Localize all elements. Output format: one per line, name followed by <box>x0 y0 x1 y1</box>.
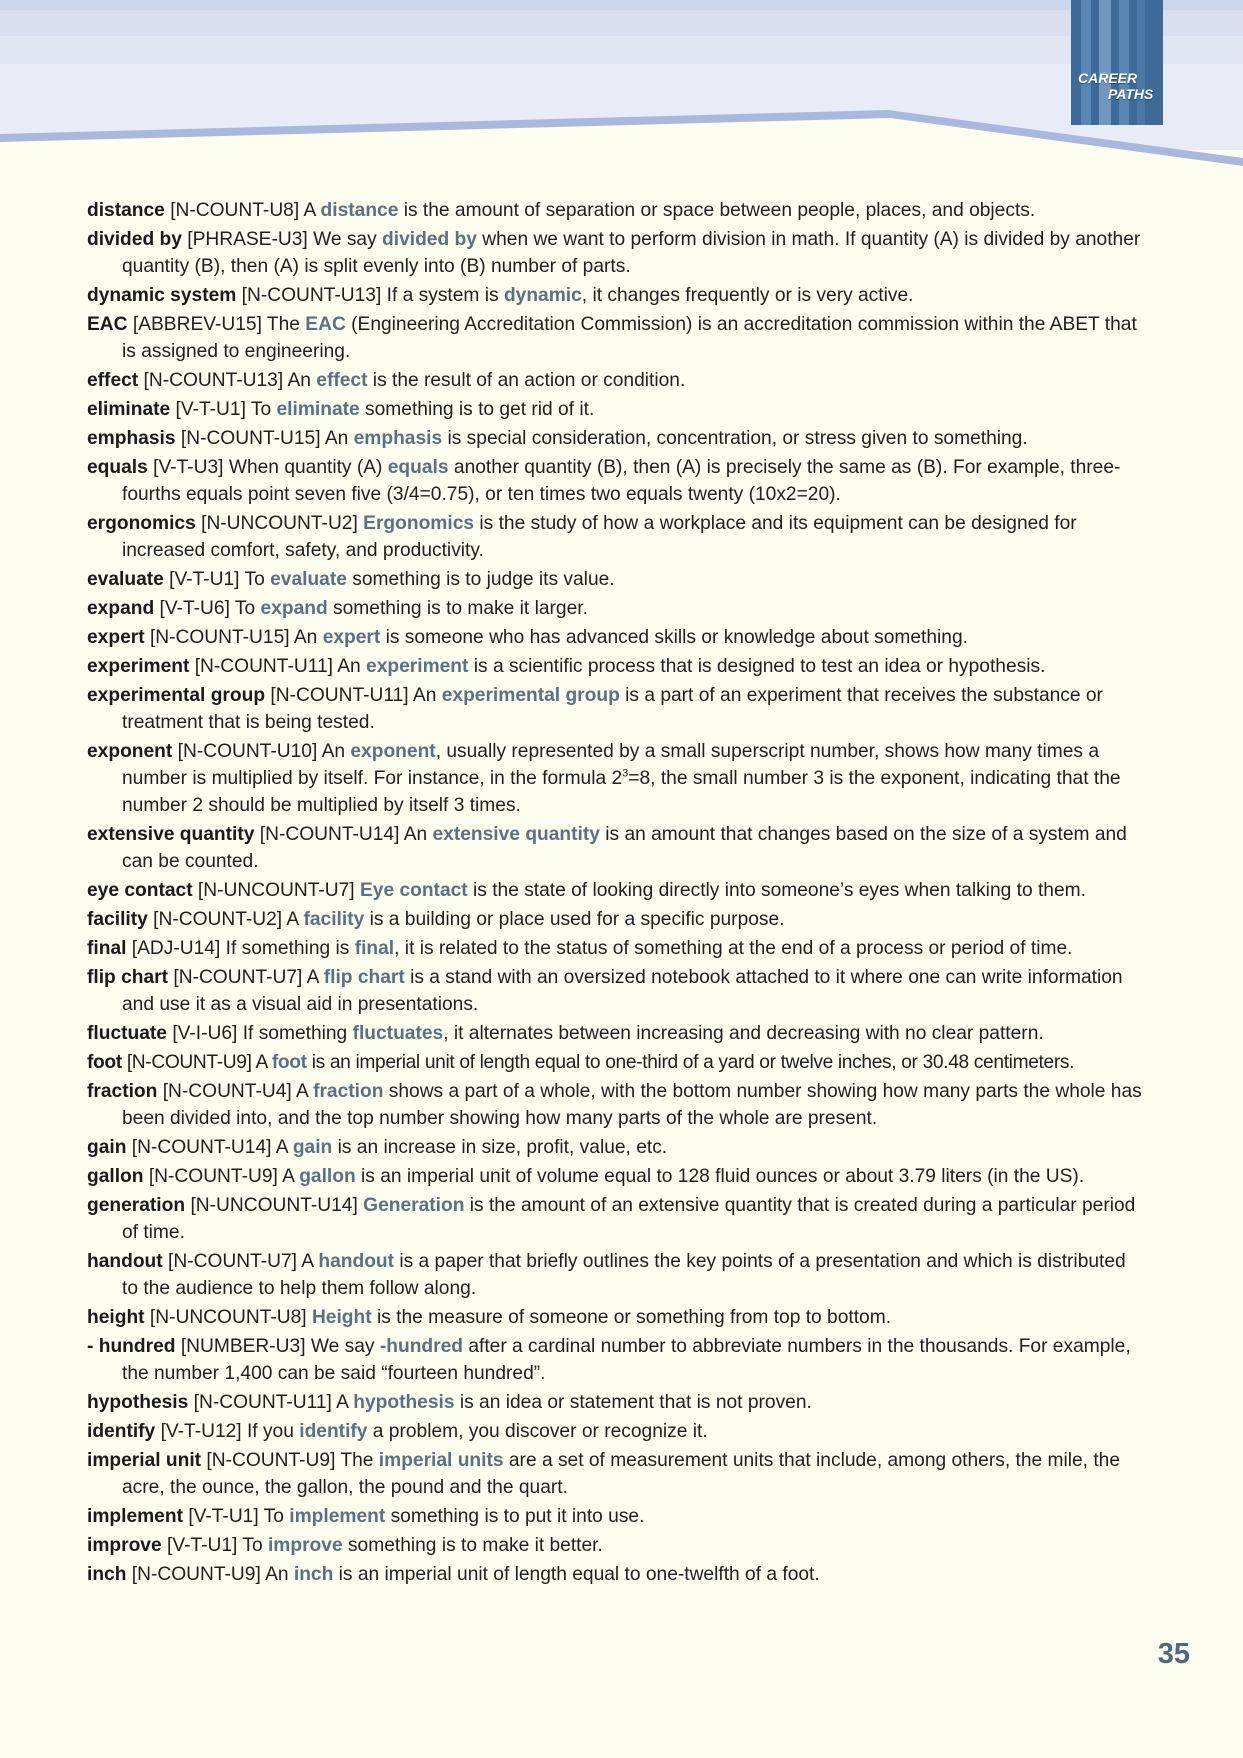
entry-superscript: 3 <box>622 767 629 780</box>
entry-definition-text: , it alternates between increasing and decreasing with no clear pattern. <box>443 1023 1044 1044</box>
entry-keyword: fraction <box>313 1081 384 1102</box>
career-paths-logo <box>1071 0 1163 125</box>
entry-keyword: Ergonomics <box>363 513 475 534</box>
entry-keyword: distance <box>320 200 399 221</box>
entry-term: hypothesis <box>87 1392 189 1413</box>
glossary-entry <box>87 1020 1147 1047</box>
entry-keyword: handout <box>318 1251 395 1272</box>
entry-definition-text: To <box>242 1535 268 1556</box>
entry-definition-text: If something <box>242 1023 353 1044</box>
logo-line-2: PATHS <box>1108 86 1154 102</box>
glossary-entry <box>87 1192 1147 1246</box>
entry-definition-text: , usually represented by a small superscript number, shows how many times a number is multiplied by itself. For instance, in the formula 2 <box>122 741 1100 789</box>
entry-definition-text: when we want to perform division in math. If quantity (A) is divided by another quantity (B), then (A) is split evenly into (B) number of parts. <box>122 229 1141 277</box>
entry-term: eye contact <box>87 880 193 901</box>
glossary-entry <box>87 1078 1147 1132</box>
entry-term: flip chart <box>87 967 169 988</box>
entry-part-of-speech: [N-COUNT-U11] <box>270 685 409 706</box>
entry-definition-text: is a scientific process that is designed to test an idea or hypothesis. <box>468 656 1046 677</box>
entry-keyword: imperial units <box>378 1450 504 1471</box>
entry-definition-text: is the study of how a workplace and its equipment can be designed for increased comfort, safety, and productivity. <box>122 513 1077 561</box>
header-decoration <box>0 0 1243 170</box>
entry-term: fraction <box>87 1081 158 1102</box>
entry-part-of-speech: [N-COUNT-U11] <box>193 1392 332 1413</box>
entry-definition-text: A <box>306 967 324 988</box>
entry-part-of-speech: [V-T-U12] <box>160 1421 242 1442</box>
glossary-entry <box>87 682 1147 736</box>
entry-definition-text: is a paper that briefly outlines the key points of a presentation and which is distributed to the audience to help them follow along. <box>122 1251 1126 1299</box>
glossary-entry <box>87 624 1147 651</box>
entry-definition-text: is an imperial unit of volume equal to 128 fluid ounces or about 3.79 liters (in the US). <box>355 1166 1085 1187</box>
entry-definition-text: If you <box>246 1421 300 1442</box>
entry-definition-text: (Engineering Accreditation Commission) is an accreditation commission within the ABET that is assigned to engineering. <box>122 314 1137 362</box>
glossary-entry <box>87 1561 1147 1588</box>
glossary-entry <box>87 1134 1147 1161</box>
entry-part-of-speech: [N-UNCOUNT-U7] <box>197 880 355 901</box>
entry-term: foot <box>87 1052 122 1073</box>
entry-part-of-speech: [N-UNCOUNT-U8] <box>149 1307 307 1328</box>
entry-keyword: equals <box>387 457 449 478</box>
entry-term: evaluate <box>87 569 164 590</box>
entry-part-of-speech: [N-COUNT-U14] <box>131 1137 272 1158</box>
glossary-entry <box>87 653 1147 680</box>
glossary-entry <box>87 1389 1147 1416</box>
entry-part-of-speech: [N-COUNT-U9] <box>126 1052 252 1073</box>
entry-definition-text: something is to make it better. <box>342 1535 603 1556</box>
entry-part-of-speech: [N-COUNT-U8] <box>170 200 300 221</box>
entry-definition-text: A <box>303 200 321 221</box>
glossary-entry <box>87 454 1147 508</box>
entry-term: distance <box>87 200 165 221</box>
entry-keyword: gain <box>292 1137 333 1158</box>
entry-keyword: Generation <box>363 1195 465 1216</box>
entry-keyword: -hundred <box>379 1336 463 1357</box>
glossary-entry <box>87 425 1147 452</box>
entry-part-of-speech: [N-COUNT-U11] <box>194 656 333 677</box>
entry-term: gain <box>87 1137 127 1158</box>
entry-definition-text: is special consideration, concentration, or stress given to something. <box>442 428 1028 449</box>
entry-part-of-speech: [PHRASE-U3] <box>187 229 308 250</box>
entry-term: experiment <box>87 656 190 677</box>
entry-keyword: inch <box>293 1564 334 1585</box>
entry-part-of-speech: [N-COUNT-U15] <box>149 627 290 648</box>
entry-term: divided by <box>87 229 182 250</box>
entry-definition-text: is the measure of someone or something from top to bottom. <box>371 1307 892 1328</box>
entry-part-of-speech: [V-T-U3] <box>153 457 224 478</box>
entry-part-of-speech: [N-COUNT-U14] <box>259 824 400 845</box>
glossary-entry <box>87 821 1147 875</box>
glossary-entry <box>87 197 1147 224</box>
entry-definition-text: We say <box>313 229 383 250</box>
entry-definition-text: is a building or place used for a specific purpose. <box>364 909 785 930</box>
glossary-entry <box>87 566 1147 593</box>
entry-keyword: foot <box>271 1052 307 1073</box>
entry-term: - hundred <box>87 1336 176 1357</box>
glossary-entry <box>87 226 1147 280</box>
glossary-entry <box>87 1049 1147 1076</box>
header-band <box>0 0 1243 170</box>
entry-part-of-speech: [N-COUNT-U13] <box>241 285 382 306</box>
entry-definition-text: something is to make it larger. <box>327 598 588 619</box>
entry-term: eliminate <box>87 399 171 420</box>
glossary-entry <box>87 1532 1147 1559</box>
entry-term: exponent <box>87 741 173 762</box>
entry-term: experimental group <box>87 685 266 706</box>
entry-definition-text: If a system is <box>386 285 504 306</box>
entry-term: final <box>87 938 127 959</box>
entry-definition-text: A <box>336 1392 354 1413</box>
entry-term: imperial unit <box>87 1450 202 1471</box>
entry-keyword: exponent <box>350 741 436 762</box>
entry-keyword: experimental group <box>441 685 620 706</box>
entry-definition-text: An <box>287 370 317 391</box>
glossary-entry <box>87 396 1147 423</box>
entry-definition-text: is an idea or statement that is not proven. <box>454 1392 812 1413</box>
entry-part-of-speech: [N-UNCOUNT-U14] <box>190 1195 358 1216</box>
entry-definition-text: To <box>250 399 277 420</box>
entry-definition-text: another quantity (B), then (A) is precisely the same as (B). For example, three-fourths equals point seven five (3/4=0.75), or ten times two equals twenty (10x2=20). <box>122 457 1121 505</box>
entry-definition-text: is the result of an action or condition. <box>367 370 686 391</box>
glossary-entry <box>87 1248 1147 1302</box>
entry-definition-text: To <box>263 1506 290 1527</box>
entry-keyword: improve <box>267 1535 343 1556</box>
entry-part-of-speech: [V-T-U1] <box>175 399 246 420</box>
entry-definition-text: is an imperial unit of length equal to one-twelfth of a foot. <box>333 1564 820 1585</box>
entry-keyword: Height <box>311 1307 372 1328</box>
entry-term: identify <box>87 1421 156 1442</box>
entry-part-of-speech: [NUMBER-U3] <box>180 1336 306 1357</box>
entry-definition-text: An <box>293 627 323 648</box>
entry-term: extensive quantity <box>87 824 255 845</box>
entry-definition-text: is the amount of separation or space between people, places, and objects. <box>398 200 1036 221</box>
glossary-entry <box>87 311 1147 365</box>
entry-part-of-speech: [ADJ-U14] <box>131 938 221 959</box>
entry-term: EAC <box>87 314 128 335</box>
entry-definition-text: A <box>275 1137 293 1158</box>
entry-term: fluctuate <box>87 1023 167 1044</box>
entry-term: dynamic system <box>87 285 237 306</box>
entry-part-of-speech: [V-I-U6] <box>172 1023 238 1044</box>
entry-keyword: expand <box>260 598 328 619</box>
entry-definition-text: An <box>337 656 367 677</box>
entry-definition-text: A <box>282 1166 300 1187</box>
glossary-entry <box>87 935 1147 962</box>
entry-definition-text: is the state of looking directly into someone’s eyes when talking to them. <box>467 880 1086 901</box>
entry-keyword: identify <box>299 1421 368 1442</box>
entry-keyword: Eye contact <box>359 880 468 901</box>
entry-keyword: emphasis <box>353 428 443 449</box>
glossary-entry <box>87 367 1147 394</box>
entry-term: expert <box>87 627 145 648</box>
logo-text <box>1078 70 1168 102</box>
entry-keyword: evaluate <box>270 569 347 590</box>
glossary-entry <box>87 1418 1147 1445</box>
entry-keyword: gallon <box>299 1166 356 1187</box>
entry-keyword: expert <box>322 627 381 648</box>
entry-part-of-speech: [ABBREV-U15] <box>132 314 262 335</box>
entry-keyword: dynamic <box>503 285 582 306</box>
entry-definition-text: after a cardinal number to abbreviate numbers in the thousands. For example, the number 1,400 can be said “fourteen hundred”. <box>122 1336 1131 1384</box>
entry-part-of-speech: [N-COUNT-U9] <box>131 1564 261 1585</box>
entry-part-of-speech: [N-COUNT-U2] <box>153 909 283 930</box>
entry-term: improve <box>87 1535 162 1556</box>
glossary-entry <box>87 1163 1147 1190</box>
entry-definition-text: is a stand with an oversized notebook attached to it where one can write information and use it as a visual aid in presentations. <box>122 967 1123 1015</box>
entry-definition-text: The <box>340 1450 379 1471</box>
entry-definition-text: The <box>266 314 306 335</box>
entry-definition-text: , it is related to the status of something at the end of a process or period of time. <box>394 938 1073 959</box>
entry-definition-text: =8, the small number 3 is the exponent, indicating that the number 2 should be multiplied by itself 3 times. <box>122 768 1121 816</box>
entry-part-of-speech: [N-COUNT-U15] <box>180 428 321 449</box>
entry-definition-text: An <box>324 428 354 449</box>
entry-definition-text: something is to put it into use. <box>385 1506 645 1527</box>
entry-definition-text: is a part of an experiment that receives the substance or treatment that is being tested. <box>122 685 1103 733</box>
entry-definition-text: , it changes frequently or is very active. <box>581 285 914 306</box>
entry-definition-text: is an increase in size, profit, value, etc. <box>332 1137 668 1158</box>
entry-term: handout <box>87 1251 163 1272</box>
entry-term: inch <box>87 1564 127 1585</box>
glossary-entry <box>87 877 1147 904</box>
entry-definition-text: An <box>403 824 433 845</box>
entry-keyword: EAC <box>305 314 346 335</box>
entry-definition-text: is an imperial unit of length equal to one-third of a yard or twelve inches, or 30.48 centimeters. <box>306 1052 1075 1073</box>
entry-term: generation <box>87 1195 186 1216</box>
entry-definition-text: A <box>301 1251 319 1272</box>
entry-definition-text: We say <box>310 1336 380 1357</box>
glossary-entry <box>87 510 1147 564</box>
glossary-entry <box>87 1503 1147 1530</box>
entry-keyword: eliminate <box>276 399 360 420</box>
entry-keyword: flip chart <box>323 967 405 988</box>
entry-term: height <box>87 1307 145 1328</box>
entry-part-of-speech: [V-T-U1] <box>188 1506 259 1527</box>
entry-term: ergonomics <box>87 513 196 534</box>
glossary-entry <box>87 738 1147 819</box>
entry-definition-text: is the amount of an extensive quantity that is created during a particular period of time. <box>122 1195 1136 1243</box>
entry-term: implement <box>87 1506 183 1527</box>
entry-keyword: fluctuates <box>352 1023 444 1044</box>
entry-part-of-speech: [N-COUNT-U9] <box>148 1166 278 1187</box>
entry-term: gallon <box>87 1166 144 1187</box>
entry-definition-text: An <box>412 685 442 706</box>
entry-definition-text: An <box>265 1564 294 1585</box>
entry-term: effect <box>87 370 139 391</box>
glossary-entry <box>87 1333 1147 1387</box>
entry-keyword: facility <box>303 909 365 930</box>
glossary-entry <box>87 595 1147 622</box>
entry-definition-text: When quantity (A) <box>228 457 388 478</box>
glossary-entry <box>87 906 1147 933</box>
entry-keyword: extensive quantity <box>432 824 600 845</box>
entry-term: expand <box>87 598 155 619</box>
entry-definition-text: An <box>321 741 351 762</box>
entry-definition-text: a problem, you discover or recognize it. <box>367 1421 708 1442</box>
logo-line-1: CAREER <box>1078 70 1138 86</box>
entry-keyword: effect <box>316 370 368 391</box>
entry-part-of-speech: [N-UNCOUNT-U2] <box>201 513 358 534</box>
glossary-entry <box>87 1304 1147 1331</box>
entry-keyword: final <box>354 938 395 959</box>
page-number: 35 <box>1157 1638 1190 1670</box>
entry-part-of-speech: [V-T-U1] <box>167 1535 238 1556</box>
entry-definition-text: are a set of measurement units that include, among others, the mile, the acre, the ounce, the gallon, the pound and the quart. <box>122 1450 1121 1498</box>
glossary-entry <box>87 1447 1147 1501</box>
entry-term: facility <box>87 909 148 930</box>
entry-part-of-speech: [N-COUNT-U10] <box>177 741 318 762</box>
entry-definition-text: To <box>244 569 271 590</box>
entry-part-of-speech: [V-T-U1] <box>169 569 240 590</box>
entry-part-of-speech: [N-COUNT-U7] <box>168 1251 297 1272</box>
entry-part-of-speech: [N-COUNT-U9] <box>206 1450 336 1471</box>
entry-definition-text: is an amount that changes based on the size of a system and can be counted. <box>122 824 1127 872</box>
entry-part-of-speech: [V-T-U6] <box>159 598 230 619</box>
entry-definition-text: something is to judge its value. <box>346 569 615 590</box>
entry-term: emphasis <box>87 428 176 449</box>
entry-definition-text: A <box>286 909 304 930</box>
entry-definition-text: is someone who has advanced skills or knowledge about something. <box>380 627 968 648</box>
entry-keyword: implement <box>289 1506 386 1527</box>
glossary-entry <box>87 282 1147 309</box>
entry-definition-text: A <box>295 1081 314 1102</box>
entry-definition-text: If something is <box>225 938 355 959</box>
glossary-list <box>87 197 1147 1590</box>
entry-term: equals <box>87 457 148 478</box>
entry-definition-text: A <box>255 1052 272 1073</box>
entry-definition-text: shows a part of a whole, with the bottom number showing how many parts the whole has been divided into, and the top number showing how many parts of the whole are present. <box>122 1081 1142 1129</box>
entry-definition-text: something is to get rid of it. <box>359 399 595 420</box>
entry-part-of-speech: [N-COUNT-U13] <box>143 370 284 391</box>
entry-part-of-speech: [N-COUNT-U7] <box>173 967 303 988</box>
entry-keyword: experiment <box>366 656 469 677</box>
glossary-entry <box>87 964 1147 1018</box>
entry-definition-text: To <box>234 598 261 619</box>
entry-keyword: hypothesis <box>353 1392 455 1413</box>
entry-keyword: divided by <box>382 229 477 250</box>
entry-part-of-speech: [N-COUNT-U4] <box>162 1081 292 1102</box>
